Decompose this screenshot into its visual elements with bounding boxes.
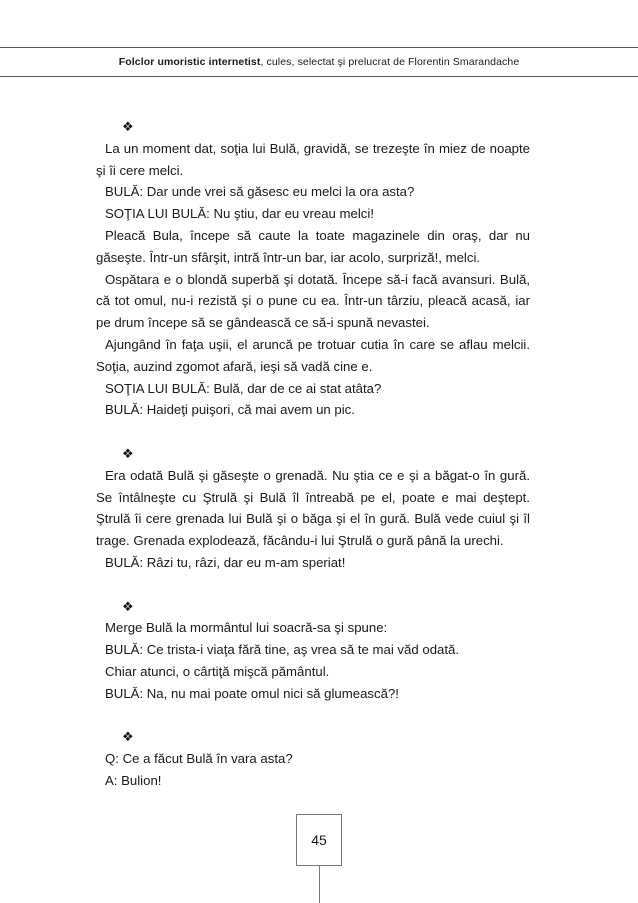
separator-diamond-icon: ❖ xyxy=(122,445,134,461)
joke-section xyxy=(96,596,530,705)
joke-section xyxy=(96,726,530,791)
header-bottom-rule xyxy=(0,76,638,77)
paragraph: BULĂ: Haideţi puişori, că mai avem un pic. xyxy=(105,402,355,418)
header-title-bold: Folclor umoristic internetist xyxy=(118,56,261,68)
paragraph: BULĂ: Râzi tu, râzi, dar eu m-am speriat! xyxy=(105,554,346,570)
paragraph: A: Bulion! xyxy=(105,772,162,788)
page-number-box xyxy=(296,814,342,866)
page-number: 45 xyxy=(311,832,327,848)
paragraph: BULĂ: Ce trista-i viaţa fără tine, aş vrea să te mai văd odată. xyxy=(105,642,460,658)
paragraph: Q: Ce a făcut Bulă în vara asta? xyxy=(105,751,293,767)
paragraph: Ajungând în faţa uşii, el aruncă pe trotuar cutia în care se aflau melcii. Soţia, auzind zgomot afară, ieşi să vadă cine e. xyxy=(96,336,530,374)
page-body xyxy=(96,116,530,814)
header-title-rest: , cules, selectat şi prelucrat de Florentin Smarandache xyxy=(260,56,520,68)
paragraph: BULĂ: Dar unde vrei să găsesc eu melci la ora asta? xyxy=(105,184,415,200)
paragraph: Merge Bulă la mormântul lui soacră-sa şi spune: xyxy=(105,620,388,636)
separator-diamond-icon: ❖ xyxy=(122,729,134,745)
separator-diamond-icon: ❖ xyxy=(122,119,134,134)
paragraph: Ospătara e o blondă superbă şi dotată. Începe să-i facă avansuri. Bulă, că tot omul, nu-i rezistă şi o pune cu ea. Într-un târziu, pleacă acasă, iar pe drum începe să se gândească ce să-i spună nevastei. xyxy=(96,271,530,331)
paragraph: SOŢIA LUI BULĂ: Nu ştiu, dar eu vreau melci! xyxy=(105,206,374,222)
page-number-stem xyxy=(319,866,320,903)
paragraph: Pleacă Bula, începe să caute la toate magazinele din oraş, dar nu găseşte. Într-un sfârşit, intră într-un bar, iar acolo, surpriză!, melci. xyxy=(96,227,530,265)
paragraph: Era odată Bulă şi găseşte o grenadă. Nu ştia ce e şi a băgat-o în gură. Se întâlneşte cu Ştrulă şi Bulă îl întreabă pe el, poate e mai deştept. Ştrulă îi cere grenada lui Bulă şi o băga şi el în gură. Bulă vede cuiul şi îl trage. Grenada explodează, făcându-i lui Ştrulă o gură până la urechi. xyxy=(96,467,530,549)
joke-section xyxy=(96,443,530,574)
paragraph: La un moment dat, soţia lui Bulă, gravidă, se trezeşte în miez de noapte şi îi cere melci. xyxy=(96,140,530,178)
paragraph: SOŢIA LUI BULĂ: Bulă, dar de ce ai stat atâta? xyxy=(105,380,382,396)
paragraph: BULĂ: Na, nu mai poate omul nici să glumească?! xyxy=(105,685,399,701)
running-header xyxy=(0,56,638,68)
header-top-rule xyxy=(0,47,638,48)
joke-section xyxy=(96,116,530,421)
separator-diamond-icon: ❖ xyxy=(122,598,134,614)
paragraph: Chiar atunci, o cârtiţă mişcă pământul. xyxy=(105,663,330,679)
